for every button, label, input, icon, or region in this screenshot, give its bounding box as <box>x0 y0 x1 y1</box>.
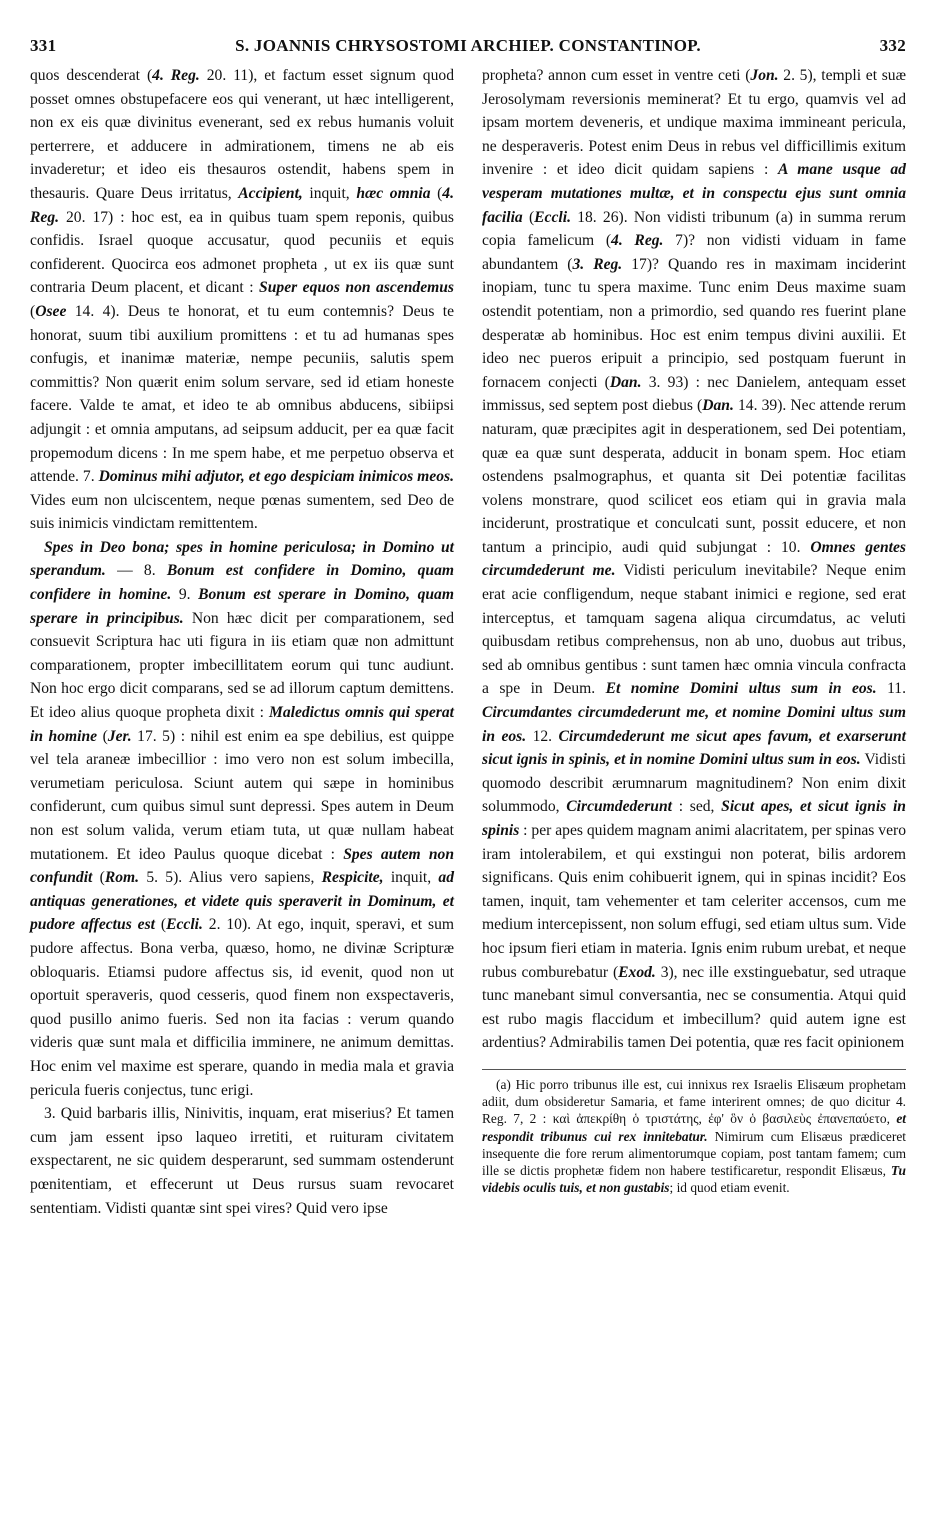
italic-text: Dominus mihi adjutor, et ego despiciam inimicos meos. <box>98 468 454 486</box>
text-run: ( <box>154 916 167 934</box>
page-number-right: 332 <box>879 36 906 55</box>
italic-text: Jer. <box>107 727 132 745</box>
text-run: 9. <box>171 586 199 604</box>
italic-text: Maledictus omnis qui sperat in homine <box>30 704 454 745</box>
italic-text: Tu videbis oculis tuis, et non gustabis <box>482 1162 906 1196</box>
page-number-left: 331 <box>30 36 57 55</box>
italic-text: Super equos non ascendemus <box>259 279 455 297</box>
right-column-text <box>482 64 906 1055</box>
text-run: 3. 93) : nec Danielem, antequam esset immissus, sed septem post diebus ( <box>482 373 906 415</box>
italic-text: Spes autem non confundit <box>30 845 454 887</box>
text-run: ; id quod etiam evenit. <box>669 1180 790 1196</box>
italic-text: A mane usque ad vesperam mutationes multæ, et in conspectu ejus sunt omnia facilia <box>482 161 906 226</box>
italic-text: 4. Reg. <box>611 232 664 250</box>
text-run: 17)? Quando res in maximam inciderint inopiam, tunc tu spera maxime. Tunc enim Deus maxime suam ostendit potentiam, non a primordio, sed quando res fuerint plane desperatæ ab hominibus. Hoc est enim tempus divini auxilii. Et ideo nec pueros eripuit a principio, sed postquam fuerunt in fornacem conjecti ( <box>482 255 906 391</box>
text-run: (a) Hic porro tribunus ille est, cui innixus rex Israelis Elisæum prophetam adiit, dum obsideretur Samaria, et fame interirent omnes; de quo dicitur 4. Reg. 7, 2 : καὶ ἀπεκρίθη ὁ τριστάτης, ἐφ' ὃν ὁ βασιλεὺς ἐπανεπαύετο, <box>482 1076 906 1127</box>
italic-text: Circumdantes circumdederunt me, et nomine Domini ultus sum in eos. <box>482 704 906 745</box>
text-run: ( <box>522 208 535 226</box>
text-run: Vidisti periculum inevitabile? Neque enim erat acie confligendum, neque stabant inimici e regione, sed erat interceptus, et tamquam sagena aliqua circumdatus, ac veluti quibusdam retibus comprehensus, non ab uno, duobus aut tribus, sed ab omnibus gentibus : sunt tamen hæc omnia vincula confracta a spe in Deum. <box>482 562 906 698</box>
text-run: 17. 5) : nihil est enim ea spe debilius, est quippe vel tela araneæ imbecillior : imo vero non est solum imbecilla, verumetiam periculosa. Sciunt autem qui sæpe in hominibus confiderunt, cum quibus simul sunt depressi. Spes autem in Deum non est solum valida, verum etiam tuta, ut quæ nullam habeat mutationem. Et ideo Paulus quoque dicebat : <box>30 727 454 863</box>
text-run: Vides eum non ulciscentem, neque pœnas sumentem, sed Deo de suis inimicis vindictam remittentem. <box>30 491 454 533</box>
italic-text: Bonum est sperare in Domino, quam sperare in principibus. <box>30 586 454 627</box>
text-run: Vidisti quomodo describit ærumnarum magnitudinem? Non enim dixit solummodo, <box>482 751 906 816</box>
italic-text: Omnes gentes circumdederunt me. <box>482 538 906 580</box>
italic-text: Sicut apes, et sicut ignis in spinis <box>482 798 906 839</box>
text-run: ( <box>30 302 36 320</box>
running-header <box>30 36 906 62</box>
italic-text: Circumdederunt me sicut apes favum, et exarserunt sicut ignis in spinis, et in nomine Domini ultus sum in eos. <box>482 727 906 769</box>
italic-text: Jon. <box>750 67 779 84</box>
text-run: 18. 26). Non vidisti tribunum (a) in summa rerum copia famelicum ( <box>482 208 907 250</box>
text-run: 20. 11), et factum esset signum quod posset omnes obstupefacere eos qui venerant, ut hæc intelligerent, non ex eis quæ divinitus evenerant, sed ex rebus humanis voluit perterrere, et adducere in admirationem, timens ne ab eis invaderetur; et ideo eis thesauros ostendit, habens spem in thesauris. Quare Deus irritatus, <box>30 67 454 202</box>
left-column <box>30 64 454 1220</box>
italic-text: 3. Reg. <box>572 255 623 273</box>
text-run: 3. Quid barbaris illis, Ninivitis, inquam, erat miserius? Et tamen cum jam essent ipso laqueo irretiti, et ruituram civitatem exspectarent, ne sic quidem desperarunt, sed summam ostenderunt pœnitentiam, et effecerunt ut Deus rursus suam revocaret sententiam. Vidisti quantæ sint spei vires? Quid vero ipse <box>30 1105 454 1217</box>
text-run: : sed, <box>671 798 722 816</box>
text-run: inquit, <box>302 184 357 202</box>
paragraph <box>30 64 454 536</box>
text-run: 2. 5), templi et suæ Jerosolymam reversionis meminerat? Et tu ergo, quamvis vel ad ipsam mortem deveneris, et undique maxima immineant pericula, ne desperaveris. Potest enim Deus in rebus vel difficillimis exitum invenire : et ideo dicit quidam sapiens : <box>482 67 906 179</box>
text-run: : per apes quidem magnam animi alacritatem, per spinas vero iram intolerabilem, et qui exstingui non poterat, bilis ardorem significans. Quis enim cohibuerit ignem, qui in spinas incidit? Eos tamen, inquit, tam vehementer et tam celeriter accensos, cum me medium intercepissent, non solum effugi, sed etiam ultus sum. Vide hoc ipsum fieri etiam in materia. Ignis enim rubum urebat, et neque rubus comburebatur ( <box>482 822 906 981</box>
text-run: 3), nec ille exstinguebatur, sed utraque tunc manebant simul conversantia, nec se consumentia. Atqui quid est rubo magis flaccidum et imbecillum? quid autem igne est ardentius? Admirabilis tamen Dei potentia, quæ res facit opinionem <box>482 963 906 1052</box>
text-run: 11. <box>876 680 906 698</box>
text-run: — 8. <box>105 562 167 580</box>
running-title: S. JOANNIS CHRYSOSTOMI ARCHIEP. CONSTANTINOP. <box>235 36 701 55</box>
text-run: 7)? non vidisti viduam in fame abundantem ( <box>482 232 906 273</box>
italic-text: Eccli. <box>534 208 571 226</box>
text-run: 20. 17) : hoc est, ea in quibus tuam spem reponis, quibus confidis. Israel quoque accusatur, quod pecuniis et equis confiderent. Quocirca eos admonet propheta , ut ex iis quæ sunt contraria Deum placent, et dicant : <box>30 208 454 297</box>
italic-text: hæc omnia <box>356 184 431 202</box>
italic-text: et respondit tribunus cui rex innitebatur. <box>482 1111 906 1144</box>
text-run: 14. 39). Nec attende rerum naturam, quæ præcipites agit in desperationem, sed Dei potentiam, quæ ea quæ sunt desperata, adducit in bonam spem. Hoc etiam ostendens psalmographus, et quanta sit Dei potentiæ facilitas volens monstrare, quod scilicet eos etiam qui in gravia mala inciderunt, prostratique et conculcati sunt, possit educere, et non tantum a principio, audi quid subjungat : 10. <box>482 397 906 556</box>
text-run: 2. 10). At ego, inquit, speravi, et sum pudore affectus. Bona verba, quæso, homo, ne divinæ Scripturæ obloquaris. Etiamsi pudore affectus sis, id evenit, quod non ut oportuit speraveris, quod cesseris, quod finem non exspectaveris, quod pusillo animo fueris. Sed non ita facias : verum quando videris quæ sunt mala et difficilia imminere, ne animum demittas. Hoc enim vel maxime est sperare, quando in media mala et gravia pericula fueris conjectus, tunc erigi. <box>30 916 454 1099</box>
paragraph <box>30 1102 454 1220</box>
italic-text: Respicite, <box>321 869 384 887</box>
text-run: 14. 4). Deus te honorat, et tu eum contemnis? Deus te honorat, suum tibi auxilium promittens : et tu ad humanas spes confugis, et inanimæ materiæ, nempe pecuniis, salutis spem committis? Non quærit enim solum servare, sed id etiam honeste facere. Valde te amat, et ideo te ab omnibus abducens, sibiipsi adjungit : et omnia amputans, ad seipsum adducit, per ea quæ facit propemodum dicens : In me spem habe, et me perpetuo observa et attende. 7. <box>30 302 454 486</box>
text-run: Non hæc dicit per comparationem, sed consuevit Scriptura hac uti figura in iis etiam quæ non admittunt comparationem, propter imbecillitatem eorum qui tunc audiunt. Non hoc ergo dicit comparans, sed se ad illorum captum demittens. Et ideo alius quoque propheta dixit : <box>30 609 454 722</box>
italic-text: Eccli. <box>166 916 203 934</box>
paragraph <box>482 64 906 1055</box>
italic-text: 4. Reg. <box>152 67 200 84</box>
italic-text: Et nomine Domini ultus sum in eos. <box>605 680 877 698</box>
italic-text: Circumdederunt <box>566 798 672 816</box>
italic-text: Bonum est confidere in Domino, quam confidere in homine. <box>30 562 454 604</box>
text-run: ( <box>97 727 108 745</box>
text-run: ( <box>430 184 443 202</box>
right-column <box>482 64 906 1196</box>
italic-text: Dan. <box>609 373 642 391</box>
text-run: 5. 5). Alius vero sapiens, <box>139 869 322 887</box>
italic-text: Accipient, <box>238 184 303 202</box>
text-run: inquit, <box>383 869 439 887</box>
italic-text: ad antiquas generationes, et videte quis speraverit in Dominum, et pudore affectus est <box>30 869 454 934</box>
footnote <box>482 1069 906 1196</box>
italic-text: Exod. <box>618 963 656 981</box>
italic-text: Spes in Deo bona; spes in homine periculosa; in Domino ut sperandum. <box>30 538 454 580</box>
italic-text: Osee <box>35 302 67 320</box>
italic-text: Rom. <box>104 869 140 887</box>
italic-text: Dan. <box>702 397 734 415</box>
paragraph <box>30 536 454 1102</box>
text-run: quos descenderat ( <box>30 67 153 84</box>
text-run: ( <box>92 869 105 887</box>
text-run: 12. <box>526 727 559 745</box>
italic-text: 4. Reg. <box>30 184 454 226</box>
text-run: Nimirum cum Elisæus prædiceret insequente die fore rerum alimentorumque copiam, post tantam famem; cum ille se dictis prophetæ fidem non habere testificaretur, respondit Elisæus, <box>482 1128 906 1178</box>
text-run: propheta? annon cum esset in ventre ceti ( <box>482 67 751 84</box>
